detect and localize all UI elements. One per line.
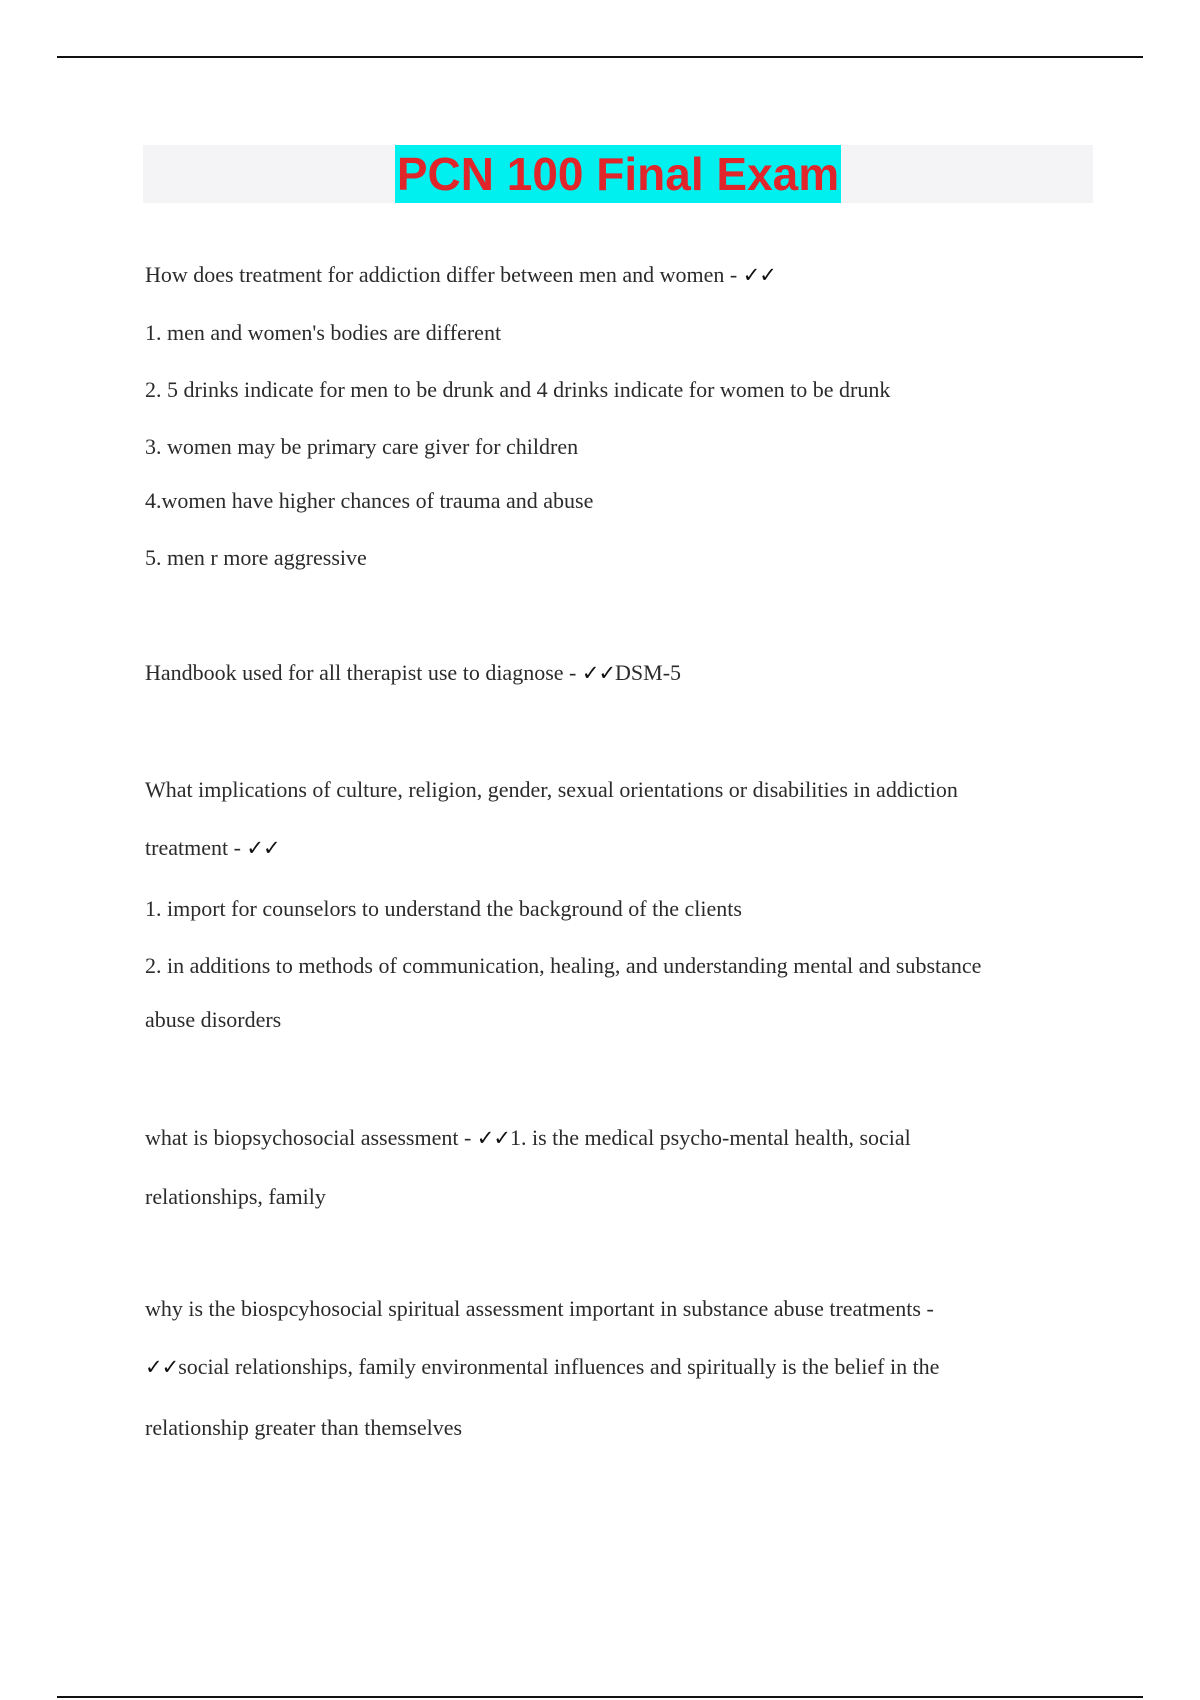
answer-1-item-3: 3. women may be primary care giver for children: [145, 434, 579, 459]
double-check-icon: ✓✓: [246, 836, 280, 860]
answer-1-item-5: 5. men r more aggressive: [145, 545, 367, 570]
question-3-text: treatment -: [145, 835, 247, 860]
double-check-icon: ✓✓: [476, 1126, 510, 1150]
bottom-rule: [57, 1696, 1143, 1698]
title-band: [143, 145, 1093, 203]
question-1-text: How does treatment for addiction differ between men and women -: [145, 262, 743, 287]
answer-4-text: 1. is the medical psycho-mental health, social: [510, 1125, 911, 1150]
question-4: [145, 1124, 911, 1152]
page-title: PCN 100 Final Exam: [395, 145, 841, 203]
answer-5-line-1: [145, 1353, 939, 1381]
question-5: why is the biospcyhosocial spiritual assessment important in substance abuse treatments -: [145, 1296, 934, 1321]
double-check-icon: ✓✓: [742, 263, 776, 287]
question-4-text: what is biopsychosocial assessment -: [145, 1125, 477, 1150]
answer-5-continuation: relationship greater than themselves: [145, 1415, 463, 1440]
answer-1-item-2: 2. 5 drinks indicate for men to be drunk and 4 drinks indicate for women to be drunk: [145, 377, 891, 402]
question-2-text: Handbook used for all therapist use to diagnose -: [145, 660, 582, 685]
answer-5-text: social relationships, family environmental influences and spiritually is the belief in the: [178, 1354, 940, 1379]
answer-3-item-2-continuation: abuse disorders: [145, 1007, 282, 1032]
answer-1-item-1: 1. men and women's bodies are different: [145, 320, 502, 345]
answer-4-continuation: relationships, family: [145, 1184, 326, 1209]
answer-3-item-2: 2. in additions to methods of communication, healing, and understanding mental and substance: [145, 953, 982, 978]
question-1: [145, 261, 776, 289]
answer-3-item-1: 1. import for counselors to understand the background of the clients: [145, 896, 742, 921]
question-3-line-1: What implications of culture, religion, gender, sexual orientations or disabilities in addiction: [145, 777, 958, 802]
top-rule: [57, 56, 1143, 58]
answer-2-text: DSM-5: [615, 660, 682, 685]
question-2: [145, 659, 681, 687]
question-3-line-2: [145, 834, 280, 862]
answer-1-item-4: 4.women have higher chances of trauma and abuse: [145, 488, 594, 513]
double-check-icon: ✓✓: [581, 661, 616, 685]
double-check-icon: ✓✓: [145, 1355, 179, 1379]
